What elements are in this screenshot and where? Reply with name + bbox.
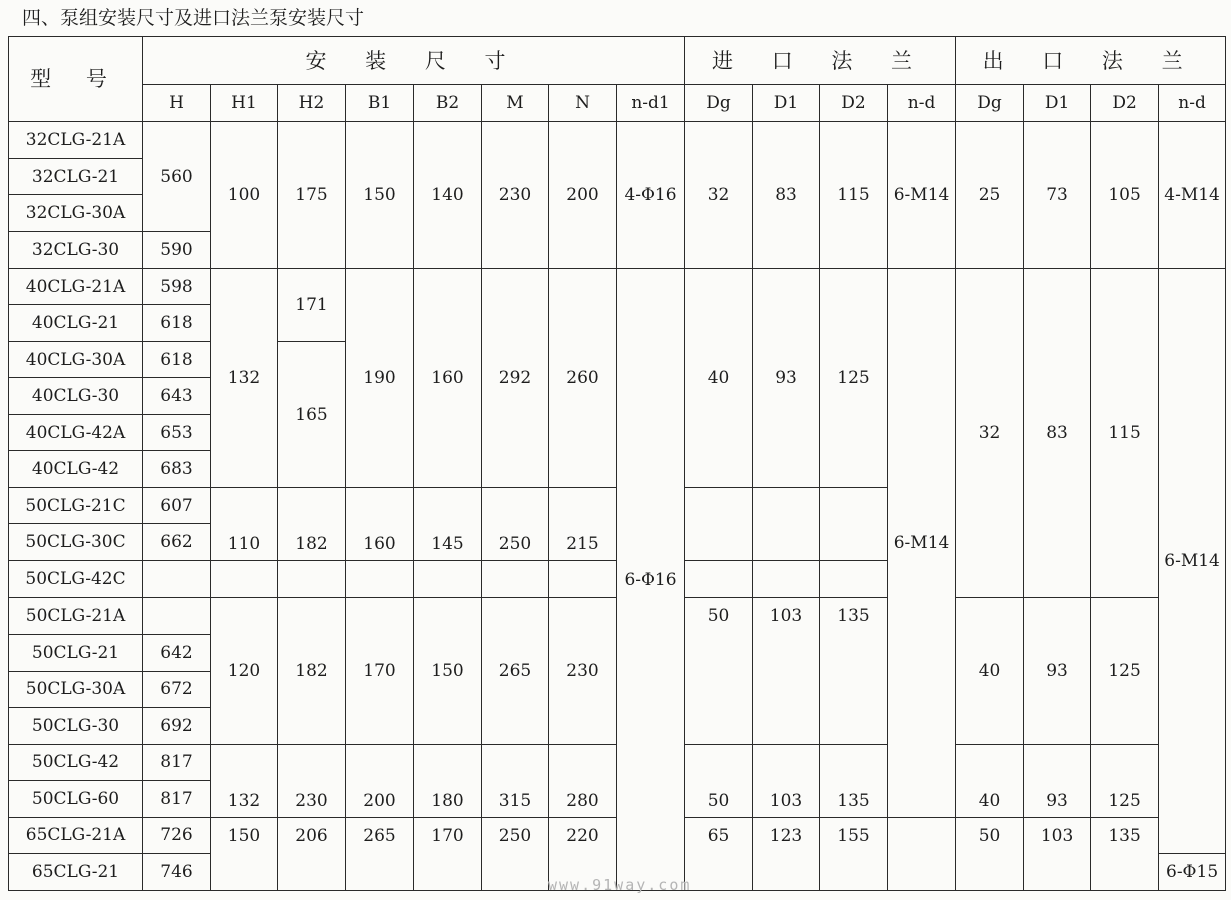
col-header-H: H [143, 85, 211, 122]
col-header-outlet-n-d: n-d [1159, 85, 1226, 122]
cell-H: 817 [143, 744, 211, 780]
cell-inlet-Dg: 50 [685, 744, 753, 817]
cell-H1: 150 [211, 817, 278, 890]
model-cell: 65CLG-21A [9, 817, 143, 853]
cell-H: 642 [143, 634, 211, 671]
cell-inlet-Dg: 32 [685, 122, 753, 269]
cell-N: 220 [549, 817, 617, 890]
cell-B2: 160 [414, 269, 482, 488]
cell-M: 292 [482, 269, 549, 488]
cell-outlet-Dg: 25 [956, 122, 1024, 269]
cell-inlet-D1: 123 [753, 817, 820, 890]
cell-M: 230 [482, 122, 549, 269]
model-cell: 40CLG-42A [9, 415, 143, 451]
cell-inlet-n-d [888, 817, 956, 890]
cell-H: 618 [143, 305, 211, 342]
col-header-inlet-D1: D1 [753, 85, 820, 122]
cell-outlet-n-d: 6-Φ15 [1159, 853, 1226, 890]
cell-H1: 100 [211, 122, 278, 269]
cell-H: 653 [143, 415, 211, 451]
model-cell: 65CLG-21 [9, 853, 143, 890]
cell-inlet-D1: 103 [753, 744, 820, 817]
cell-H: 560 [143, 122, 211, 232]
model-cell: 32CLG-30A [9, 195, 143, 232]
cell-B1: 150 [346, 122, 414, 269]
header-install-dimensions: 安 装 尺 寸 [143, 37, 685, 85]
col-header-H2: H2 [278, 85, 346, 122]
model-cell: 50CLG-42 [9, 744, 143, 780]
cell-inlet-D2: 155 [820, 817, 888, 890]
cell-B1: 200 [346, 744, 414, 817]
col-header-outlet-Dg: Dg [956, 85, 1024, 122]
col-header-M: M [482, 85, 549, 122]
cell-N: 215 [549, 488, 617, 561]
cell-inlet-D2: 135 [820, 744, 888, 817]
model-cell: 50CLG-21C [9, 488, 143, 524]
model-cell: 40CLG-21A [9, 269, 143, 305]
cell-outlet-Dg: 32 [956, 269, 1024, 598]
cell-outlet-Dg: 50 [956, 817, 1024, 890]
cell-H1: 132 [211, 744, 278, 817]
cell-outlet-D2: 125 [1091, 598, 1159, 744]
cell-N [549, 561, 617, 598]
cell-H [143, 561, 211, 598]
cell-B1: 170 [346, 598, 414, 744]
cell-H: 590 [143, 232, 211, 269]
model-cell: 50CLG-60 [9, 780, 143, 817]
header-inlet-flange: 进 口 法 兰 [685, 37, 956, 85]
cell-H1: 132 [211, 269, 278, 488]
cell-outlet-D2: 105 [1091, 122, 1159, 269]
cell-inlet-D2 [820, 561, 888, 598]
cell-B1 [346, 561, 414, 598]
cell-inlet-D2 [820, 488, 888, 561]
cell-H1: 110 [211, 488, 278, 561]
model-cell: 32CLG-21 [9, 159, 143, 195]
cell-inlet-D1: 103 [753, 598, 820, 744]
cell-outlet-D1: 83 [1024, 269, 1091, 598]
cell-outlet-D2: 135 [1091, 817, 1159, 890]
cell-H: 618 [143, 342, 211, 378]
cell-outlet-Dg: 40 [956, 598, 1024, 744]
cell-n-d1: 4-Φ16 [617, 122, 685, 269]
model-cell: 40CLG-21 [9, 305, 143, 342]
cell-B1: 265 [346, 817, 414, 890]
cell-H: 746 [143, 853, 211, 890]
cell-inlet-D1: 83 [753, 122, 820, 269]
cell-H: 607 [143, 488, 211, 524]
cell-outlet-D1: 73 [1024, 122, 1091, 269]
cell-H2: 171 [278, 269, 346, 342]
cell-inlet-Dg [685, 488, 753, 561]
cell-N: 280 [549, 744, 617, 817]
cell-M: 250 [482, 817, 549, 890]
cell-outlet-D2: 125 [1091, 744, 1159, 817]
model-cell: 50CLG-30 [9, 707, 143, 744]
cell-inlet-D1 [753, 488, 820, 561]
cell-N: 230 [549, 598, 617, 744]
cell-H: 817 [143, 780, 211, 817]
cell-H: 692 [143, 707, 211, 744]
model-cell: 40CLG-42 [9, 451, 143, 488]
cell-H2: 206 [278, 817, 346, 890]
col-header-B2: B2 [414, 85, 482, 122]
cell-inlet-D2: 135 [820, 598, 888, 744]
model-cell: 50CLG-42C [9, 561, 143, 598]
cell-H2: 175 [278, 122, 346, 269]
cell-inlet-D2: 125 [820, 269, 888, 488]
cell-B2: 170 [414, 817, 482, 890]
cell-H2 [278, 561, 346, 598]
model-cell: 50CLG-30C [9, 524, 143, 561]
cell-outlet-n-d: 6-M14 [1159, 269, 1226, 854]
cell-inlet-n-d: 6-M14 [888, 122, 956, 269]
col-header-H1: H1 [211, 85, 278, 122]
cell-H1: 120 [211, 598, 278, 744]
model-cell: 50CLG-21 [9, 634, 143, 671]
cell-B1: 160 [346, 488, 414, 561]
model-cell: 40CLG-30 [9, 378, 143, 415]
col-header-outlet-D1: D1 [1024, 85, 1091, 122]
cell-inlet-Dg: 40 [685, 269, 753, 488]
cell-M: 265 [482, 598, 549, 744]
cell-inlet-Dg: 65 [685, 817, 753, 890]
cell-B1: 190 [346, 269, 414, 488]
cell-inlet-D1 [753, 561, 820, 598]
cell-H: 662 [143, 524, 211, 561]
cell-H [143, 598, 211, 634]
cell-M: 250 [482, 488, 549, 561]
col-header-N: N [549, 85, 617, 122]
col-header-inlet-Dg: Dg [685, 85, 753, 122]
cell-H2: 182 [278, 488, 346, 561]
cell-H: 726 [143, 817, 211, 853]
cell-H2: 165 [278, 342, 346, 488]
cell-H: 672 [143, 671, 211, 707]
cell-B2: 140 [414, 122, 482, 269]
cell-outlet-D1: 93 [1024, 744, 1091, 817]
cell-H2: 230 [278, 744, 346, 817]
cell-N: 200 [549, 122, 617, 269]
col-header-outlet-D2: D2 [1091, 85, 1159, 122]
cell-N: 260 [549, 269, 617, 488]
col-header-inlet-n-d: n-d [888, 85, 956, 122]
header-outlet-flange: 出 口 法 兰 [956, 37, 1226, 85]
model-cell: 32CLG-21A [9, 122, 143, 159]
cell-B2: 145 [414, 488, 482, 561]
cell-inlet-Dg: 50 [685, 598, 753, 744]
cell-B2: 180 [414, 744, 482, 817]
cell-n-d1: 6-Φ16 [617, 269, 685, 891]
cell-inlet-n-d: 6-M14 [888, 269, 956, 817]
page-title: 四、泵组安装尺寸及进口法兰泵安装尺寸 [22, 7, 365, 29]
cell-outlet-D2: 115 [1091, 269, 1159, 598]
cell-H: 643 [143, 378, 211, 415]
cell-B2 [414, 561, 482, 598]
cell-M: 315 [482, 744, 549, 817]
cell-outlet-Dg: 40 [956, 744, 1024, 817]
col-header-inlet-D2: D2 [820, 85, 888, 122]
cell-outlet-D1: 93 [1024, 598, 1091, 744]
cell-H1 [211, 561, 278, 598]
model-cell: 50CLG-30A [9, 671, 143, 707]
col-header-n-d1: n-d1 [617, 85, 685, 122]
cell-inlet-D1: 93 [753, 269, 820, 488]
col-header-B1: B1 [346, 85, 414, 122]
cell-H2: 182 [278, 598, 346, 744]
cell-B2: 150 [414, 598, 482, 744]
installation-dimensions-table [8, 36, 1226, 891]
cell-H: 598 [143, 269, 211, 305]
model-cell: 50CLG-21A [9, 598, 143, 634]
cell-inlet-Dg [685, 561, 753, 598]
header-model: 型 号 [9, 37, 143, 122]
cell-outlet-n-d: 4-M14 [1159, 122, 1226, 269]
cell-H: 683 [143, 451, 211, 488]
watermark-text: www.91way.com [548, 876, 692, 894]
cell-outlet-D1: 103 [1024, 817, 1091, 890]
model-cell: 32CLG-30 [9, 232, 143, 269]
cell-M [482, 561, 549, 598]
cell-inlet-D2: 115 [820, 122, 888, 269]
model-cell: 40CLG-30A [9, 342, 143, 378]
